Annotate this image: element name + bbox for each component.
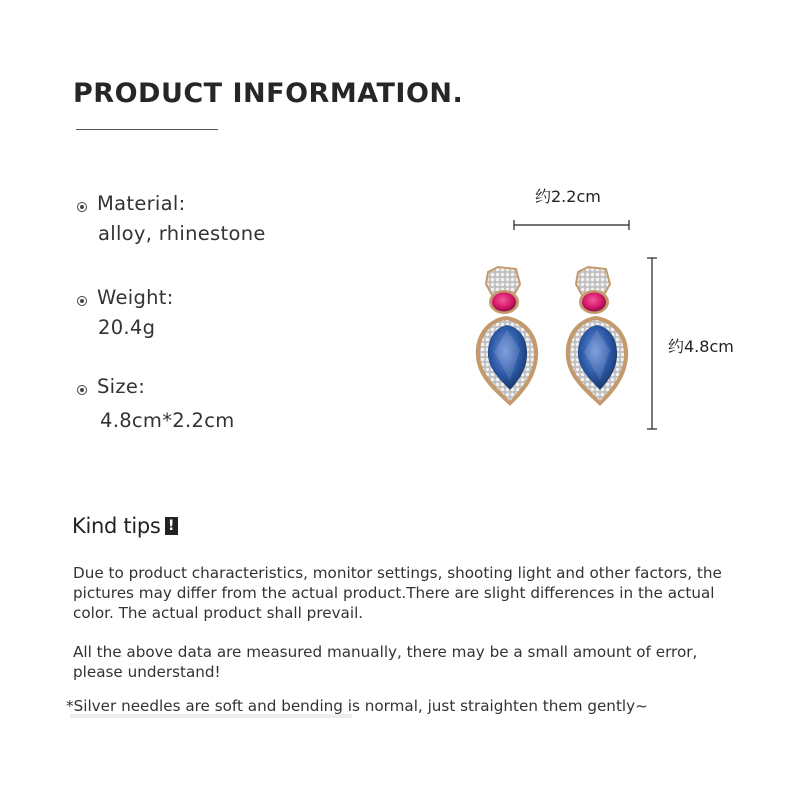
earrings-image [470, 262, 650, 412]
width-dimension-label: 约2.2cm [535, 187, 601, 206]
exclamation-icon: ! [165, 517, 178, 535]
spec-weight-value: 20.4g [98, 316, 156, 339]
needle-note: *Silver needles are soft and bending is normal, just straighten them gently~ [66, 697, 648, 715]
kind-tips-heading [72, 514, 178, 538]
kind-tips-title: Kind tips [72, 514, 161, 538]
spec-size-value: 4.8cm*2.2cm [100, 409, 235, 432]
tips-paragraph-1: Due to product characteristics, monitor settings, shooting light and other factors, the pictures may differ from the actual product.There are slight differences in the actual color. The actual product shall prevail. [73, 564, 722, 622]
tips-paragraph-2: All the above data are measured manually, there may be a small amount of error, please understand! [73, 643, 698, 681]
right-earring [566, 267, 628, 406]
spec-weight-label: Weight: [97, 286, 174, 309]
spec-material-value: alloy, rhinestone [98, 222, 266, 245]
left-earring [476, 267, 538, 406]
spec-material-label: Material: [97, 192, 186, 215]
height-dimension-label: 约4.8cm [668, 337, 734, 356]
spec-size-label: Size: [97, 375, 146, 398]
page-title: PRODUCT INFORMATION. [73, 78, 464, 109]
